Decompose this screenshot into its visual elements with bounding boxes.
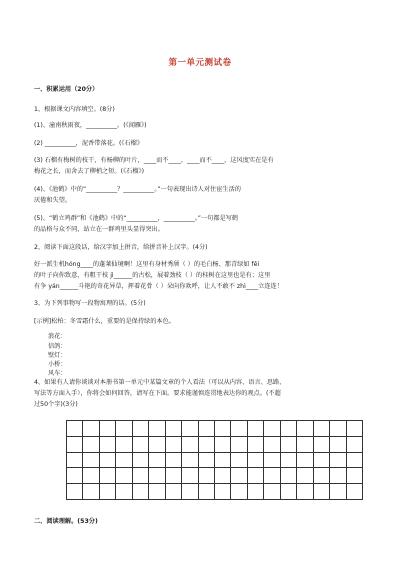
- grid-cell[interactable]: [247, 467, 263, 483]
- question-4-prompt-line: 过50个字)(3分): [34, 401, 78, 408]
- question-3-item: 壁灯：: [48, 352, 67, 359]
- grid-cell[interactable]: [181, 483, 197, 499]
- grid-cell[interactable]: [214, 483, 230, 499]
- grid-cell[interactable]: [66, 467, 82, 483]
- grid-cell[interactable]: [263, 483, 279, 499]
- grid-cell[interactable]: [280, 436, 296, 452]
- grid-cell[interactable]: [115, 436, 131, 452]
- grid-cell[interactable]: [346, 452, 362, 468]
- grid-cell[interactable]: [230, 420, 246, 436]
- page-title: 第一单元测试卷: [168, 58, 232, 68]
- grid-cell[interactable]: [148, 436, 164, 452]
- grid-cell[interactable]: [198, 436, 214, 452]
- grid-cell[interactable]: [214, 420, 230, 436]
- question-2-passage-line: 好一派生机hóng____的蓬莱仙境啊！这里有身材秀颀（ ）的毛白杨、那青绿如 fěi: [34, 261, 260, 268]
- question-4-prompt-line: 4、如果有人请你谈谈对本册书第一单元中某篇文章的个人看法（可以从内容、语言、思路、: [34, 379, 286, 386]
- grid-cell[interactable]: [99, 483, 115, 499]
- grid-cell[interactable]: [329, 452, 345, 468]
- grid-cell[interactable]: [132, 483, 148, 499]
- question-1-prompt: 1、根据课文内容填空。(8分): [34, 106, 115, 113]
- question-3-item: 小桥：: [48, 361, 67, 368]
- question-1-item: 的品格与众不同，站立在一群鸡里头显得突出。: [34, 226, 164, 233]
- section-heading-accumulation: 一、积累运用（20分）: [34, 86, 99, 93]
- question-1-item: (3) 石榴有梅树的枝干，有杨柳的叶片，____而不____，____而不____，这风度实在是有: [34, 157, 274, 164]
- question-2-passage-line: 有争 yán______斗艳的奇花异草，挥着花骨（ ）朵向你欢呼，让人不敢不 zhì____立连连！: [34, 283, 283, 290]
- grid-cell[interactable]: [214, 452, 230, 468]
- grid-cell[interactable]: [313, 452, 329, 468]
- grid-cell[interactable]: [346, 483, 362, 499]
- grid-cell[interactable]: [346, 436, 362, 452]
- grid-cell[interactable]: [99, 420, 115, 436]
- grid-cell[interactable]: [346, 420, 362, 436]
- grid-cell[interactable]: [280, 420, 296, 436]
- grid-cell[interactable]: [198, 420, 214, 436]
- answer-grid[interactable]: [66, 420, 363, 500]
- question-1-item: 厌倦和失望。: [34, 197, 72, 204]
- grid-cell[interactable]: [165, 436, 181, 452]
- grid-cell[interactable]: [132, 436, 148, 452]
- question-1-item: (2) __________，泥香带落花。(《石榴》: [34, 140, 144, 147]
- grid-cell[interactable]: [198, 467, 214, 483]
- question-3-item: 信鸽：: [48, 343, 67, 350]
- grid-cell[interactable]: [115, 483, 131, 499]
- grid-cell[interactable]: [280, 467, 296, 483]
- grid-cell[interactable]: [329, 436, 345, 452]
- grid-cell[interactable]: [66, 483, 82, 499]
- grid-cell[interactable]: [346, 467, 362, 483]
- grid-cell[interactable]: [115, 420, 131, 436]
- question-2-prompt: 2、阅读下面这段话，给汉字加上拼音，给拼音补上汉字。(4分): [34, 244, 208, 251]
- grid-cell[interactable]: [280, 452, 296, 468]
- grid-cell[interactable]: [66, 452, 82, 468]
- question-1-item: (1)、潼南秋雨夜，__________。(《闻雁》): [34, 122, 147, 129]
- grid-cell[interactable]: [198, 483, 214, 499]
- grid-cell[interactable]: [132, 467, 148, 483]
- grid-cell[interactable]: [132, 420, 148, 436]
- grid-cell[interactable]: [181, 452, 197, 468]
- grid-cell[interactable]: [280, 483, 296, 499]
- grid-cell[interactable]: [82, 483, 98, 499]
- grid-cell[interactable]: [132, 452, 148, 468]
- grid-cell[interactable]: [247, 452, 263, 468]
- grid-cell[interactable]: [181, 420, 197, 436]
- section-heading-reading: 二、阅读理解。(53分): [34, 518, 98, 525]
- question-3-prompt: 3、为下列事物写一段物寓理的话。(5分): [34, 300, 146, 307]
- grid-cell[interactable]: [296, 436, 312, 452]
- question-1-item: (4)、《池鹤》中的“__________？__________。”一句表现出诗人对住宦生活的: [34, 186, 241, 193]
- grid-cell[interactable]: [296, 452, 312, 468]
- question-1-item: (5)、“鹤立鸡群”和《池鹤》中的“__________，__________。”一句都是写鹤: [34, 215, 239, 222]
- grid-cell[interactable]: [247, 436, 263, 452]
- question-3-item: 风车：: [48, 370, 67, 377]
- grid-cell[interactable]: [148, 467, 164, 483]
- grid-cell[interactable]: [82, 452, 98, 468]
- grid-cell[interactable]: [313, 483, 329, 499]
- grid-cell[interactable]: [66, 436, 82, 452]
- grid-cell[interactable]: [165, 420, 181, 436]
- grid-cell[interactable]: [263, 452, 279, 468]
- grid-cell[interactable]: [296, 483, 312, 499]
- grid-cell[interactable]: [329, 483, 345, 499]
- grid-cell[interactable]: [165, 467, 181, 483]
- grid-cell[interactable]: [115, 467, 131, 483]
- question-2-passage-line: 的叶子向你致意，有粗干枝 jì______的古松，展着劲枝（ ）的桂树在这里也是有；这里: [34, 272, 271, 279]
- grid-cell[interactable]: [165, 483, 181, 499]
- grid-cell[interactable]: [99, 452, 115, 468]
- grid-cell[interactable]: [313, 467, 329, 483]
- grid-cell[interactable]: [296, 467, 312, 483]
- grid-cell[interactable]: [99, 436, 115, 452]
- grid-cell[interactable]: [82, 436, 98, 452]
- grid-cell[interactable]: [214, 436, 230, 452]
- question-4-prompt-line: 写法等方面入手），你将会如何回答，请写在下面。要求能谨慎连贯地表达你的观点。(不超: [34, 390, 281, 397]
- grid-cell[interactable]: [66, 420, 82, 436]
- grid-cell[interactable]: [296, 420, 312, 436]
- grid-cell[interactable]: [329, 420, 345, 436]
- grid-cell[interactable]: [148, 452, 164, 468]
- question-3-example: [示例]松柏：冬雪霜什么，重要的是保持绿的本色。: [34, 318, 175, 325]
- grid-cell[interactable]: [247, 420, 263, 436]
- grid-cell[interactable]: [82, 420, 98, 436]
- grid-cell[interactable]: [230, 436, 246, 452]
- question-1-item: 梅花之长，而舍去了柳梢之短。(《石榴》): [34, 168, 145, 175]
- grid-cell[interactable]: [99, 467, 115, 483]
- grid-cell[interactable]: [115, 452, 131, 468]
- grid-cell[interactable]: [230, 452, 246, 468]
- grid-cell[interactable]: [230, 467, 246, 483]
- grid-cell[interactable]: [263, 467, 279, 483]
- grid-cell[interactable]: [263, 420, 279, 436]
- grid-cell[interactable]: [181, 467, 197, 483]
- grid-cell[interactable]: [263, 436, 279, 452]
- grid-cell[interactable]: [247, 483, 263, 499]
- grid-cell[interactable]: [165, 452, 181, 468]
- grid-cell[interactable]: [148, 420, 164, 436]
- grid-cell[interactable]: [313, 420, 329, 436]
- grid-cell[interactable]: [82, 467, 98, 483]
- grid-cell[interactable]: [329, 467, 345, 483]
- grid-cell[interactable]: [313, 436, 329, 452]
- grid-cell[interactable]: [181, 436, 197, 452]
- grid-cell[interactable]: [214, 467, 230, 483]
- question-3-item: 浪花：: [48, 333, 67, 340]
- grid-cell[interactable]: [198, 452, 214, 468]
- grid-cell[interactable]: [148, 483, 164, 499]
- grid-cell[interactable]: [230, 483, 246, 499]
